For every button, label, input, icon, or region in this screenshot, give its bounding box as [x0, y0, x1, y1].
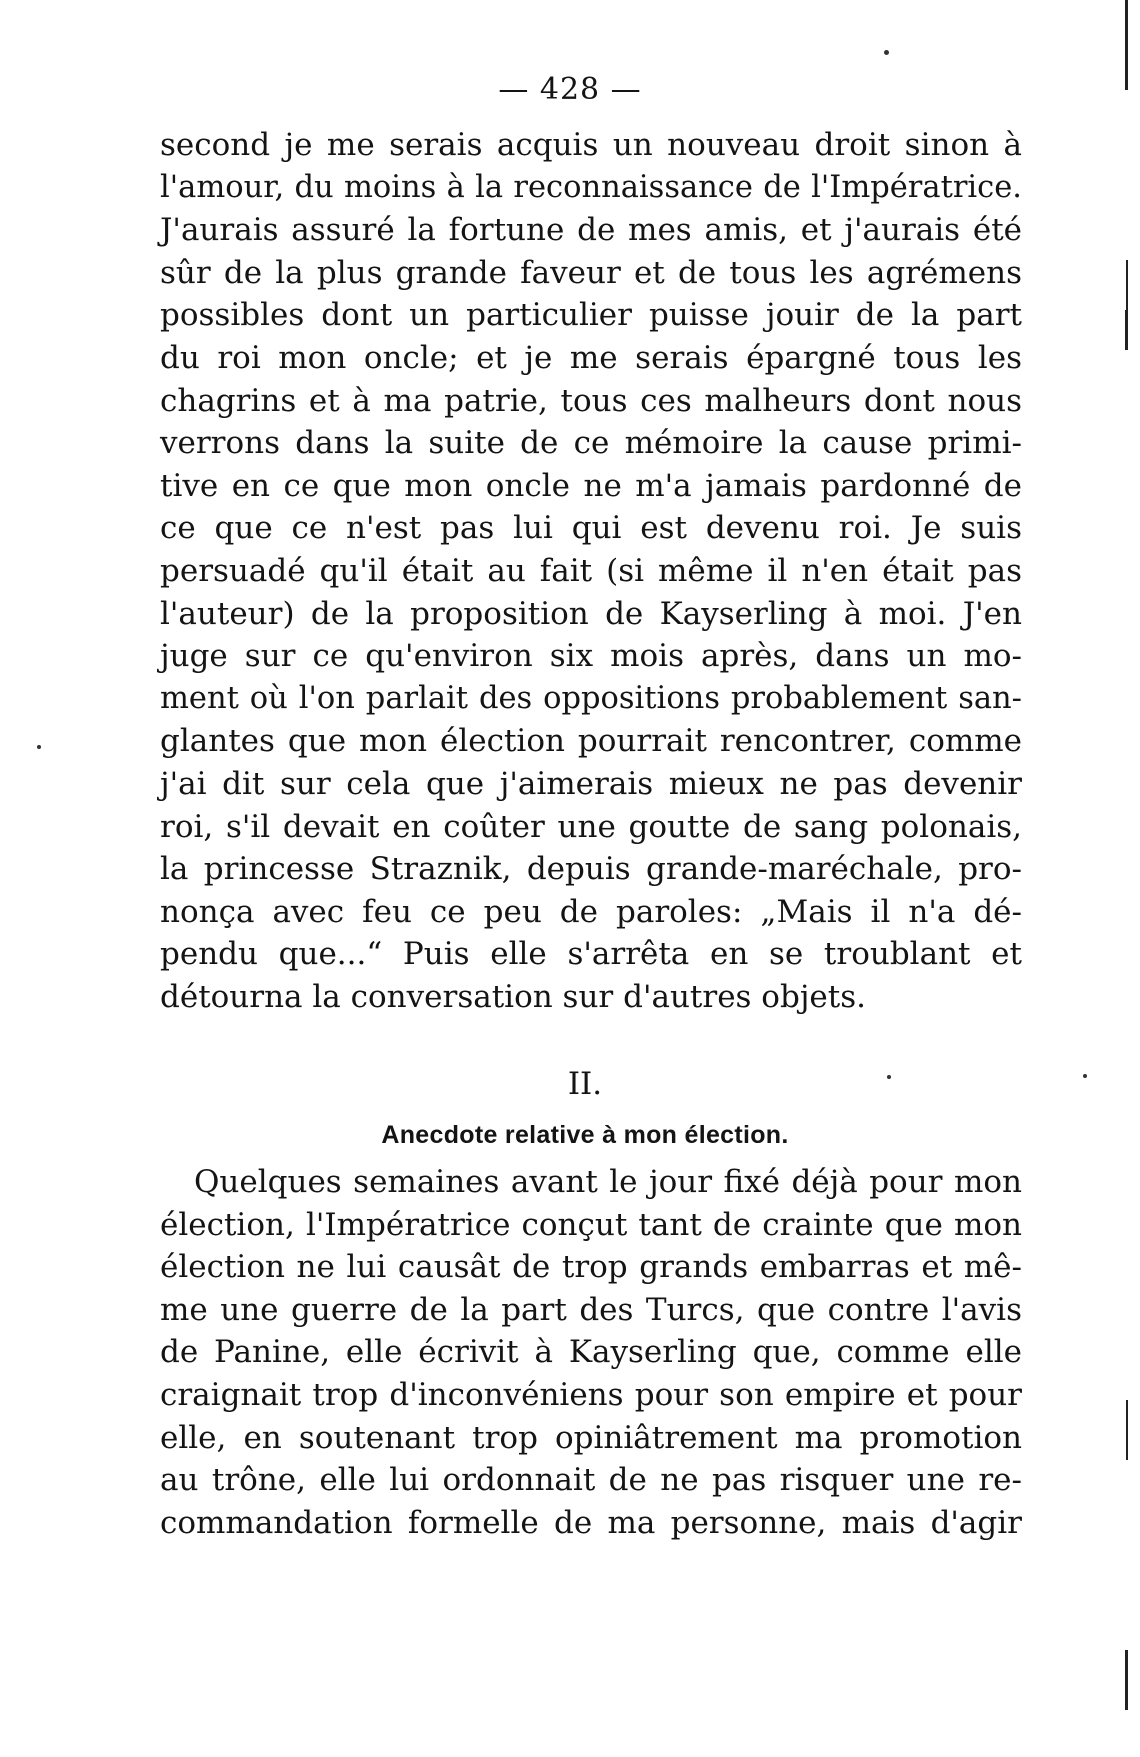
- scan-edge-mark: [1126, 1400, 1128, 1460]
- text-line: du roi mon oncle; et je me serais épargné tous les: [160, 339, 1022, 376]
- text-line: sûr de la plus grande faveur et de tous les agrémens: [160, 254, 1022, 291]
- scan-speck: [37, 745, 41, 749]
- text-line: possibles dont un particulier puisse jouir de la part: [160, 297, 1022, 334]
- text-line: craignait trop d'inconvéniens pour son empire et pour: [160, 1376, 1022, 1413]
- section-heading: Anecdote relative à mon élection.: [381, 1121, 789, 1149]
- text-line: roi, s'il devait en coûter une goutte de sang polonais,: [160, 808, 1022, 845]
- section-body-text: [160, 1161, 1022, 1544]
- text-line: j'ai dit sur cela que j'aimerais mieux ne pas devenir: [160, 765, 1022, 802]
- text-line: nonça avec feu ce peu de paroles: „Mais il n'a dé-: [160, 893, 1022, 930]
- text-line: second je me serais acquis un nouveau droit sinon à: [160, 127, 1022, 163]
- section-number: II.: [567, 1066, 603, 1102]
- scan-edge-mark: [1125, 0, 1128, 90]
- text-line: Quelques semaines avant le jour fixé déjà pour mon: [194, 1164, 1022, 1200]
- body-text-continuation: [160, 124, 1022, 1018]
- text-line: ment où l'on parlait des oppositions probablement san-: [160, 680, 1022, 716]
- scan-edge-mark: [1125, 1650, 1128, 1710]
- text-line: ce que ce n'est pas lui qui est devenu roi. Je suis: [160, 510, 1022, 547]
- scan-speck: [1083, 1074, 1087, 1078]
- text-line: J'aurais assuré la fortune de mes amis, et j'aurais été: [160, 212, 1022, 249]
- text-line: me une guerre de la part des Turcs, que contre l'avis: [160, 1291, 1022, 1328]
- page-number: — 428 —: [498, 72, 642, 107]
- text-line: tive en ce que mon oncle ne m'a jamais pardonné de: [160, 467, 1022, 504]
- text-line: au trône, elle lui ordonnait de ne pas risquer une re-: [160, 1462, 1022, 1499]
- scan-speck: [887, 1075, 891, 1079]
- text-line: détourna la conversation sur d'autres objets.: [160, 978, 866, 1015]
- text-line: élection ne lui causât de trop grands embarras et mê-: [160, 1249, 1022, 1286]
- text-line: l'amour, du moins à la reconnaissance de l'Impératrice.: [160, 169, 1022, 205]
- text-line: élection, l'Impératrice conçut tant de crainte que mon: [160, 1206, 1022, 1243]
- text-line: glantes que mon élection pourrait rencontrer, comme: [160, 723, 1022, 760]
- text-line: de Panine, elle écrivit à Kayserling que, comme elle: [160, 1334, 1022, 1371]
- text-line: elle, en soutenant trop opiniâtrement ma promotion: [160, 1419, 1022, 1456]
- scan-edge-mark: [1125, 310, 1128, 350]
- text-line: chagrins et à ma patrie, tous ces malheurs dont nous: [160, 382, 1022, 419]
- text-line: persuadé qu'il était au fait (si même il n'en était pas: [160, 552, 1022, 589]
- scan-speck: [884, 50, 889, 55]
- scan-edge-mark: [1126, 260, 1128, 310]
- text-line: la princesse Straznik, depuis grande-maréchale, pro-: [160, 851, 1022, 888]
- text-line: commandation formelle de ma personne, mais d'agir: [160, 1504, 1022, 1541]
- text-line: l'auteur) de la proposition de Kayserling à moi. J'en: [160, 595, 1022, 632]
- text-line: juge sur ce qu'environ six mois après, dans un mo-: [160, 638, 1022, 675]
- text-line: verrons dans la suite de ce mémoire la cause primi-: [160, 425, 1022, 462]
- text-line: pendu que...“ Puis elle s'arrêta en se troublant et: [160, 936, 1022, 973]
